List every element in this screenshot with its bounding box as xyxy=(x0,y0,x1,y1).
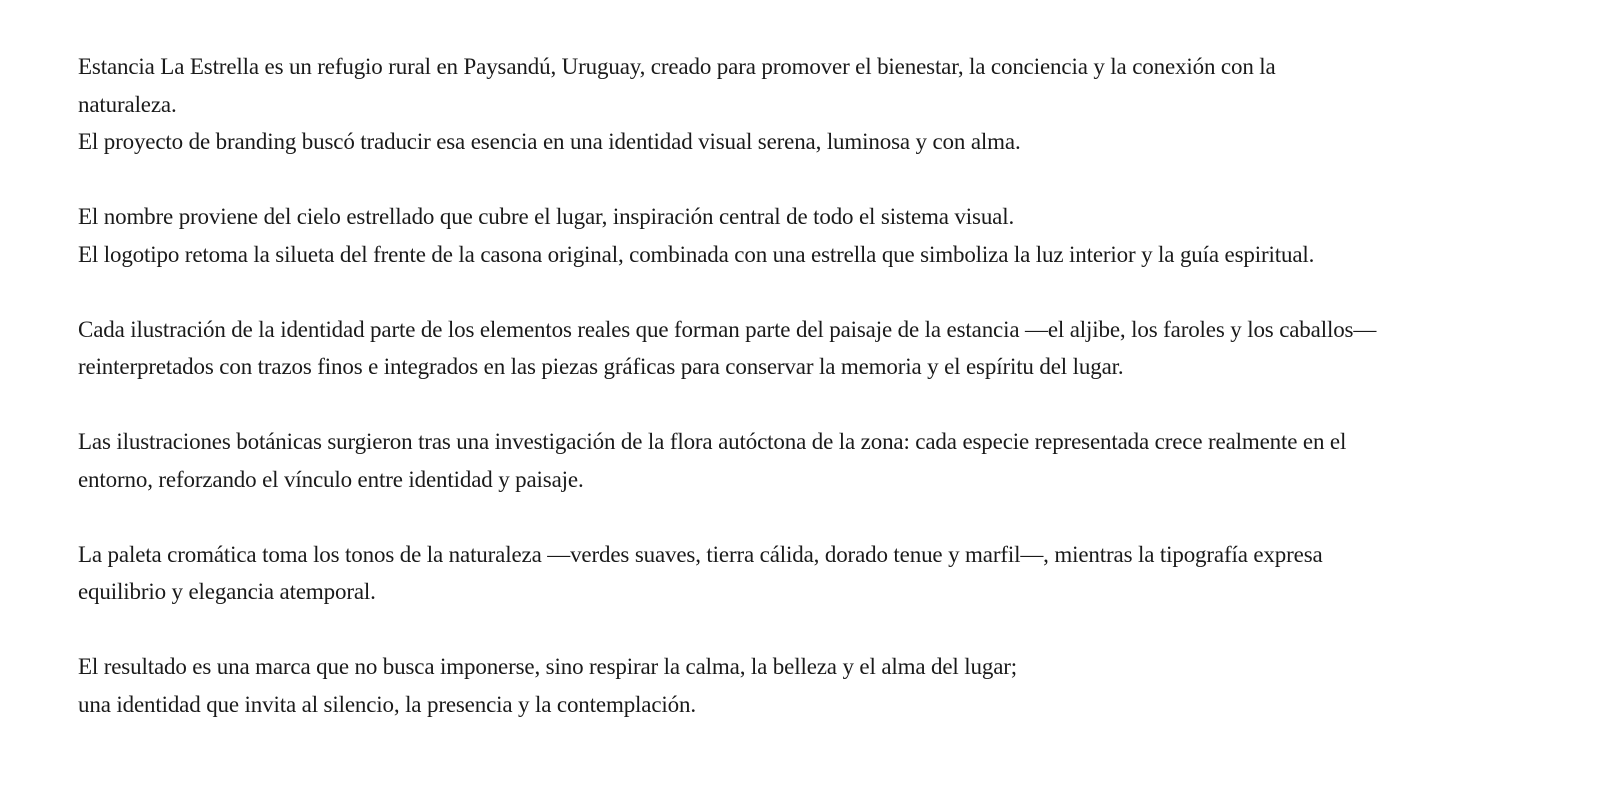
text-line: Las ilustraciones botánicas surgieron tras una investigación de la flora autóctona de la zona: cada especie representada crece realmente en el xyxy=(78,429,1347,454)
paragraph-illustrations xyxy=(78,311,1578,386)
text-line: entorno, reforzando el vínculo entre identidad y paisaje. xyxy=(78,466,584,492)
text-line: Cada ilustración de la identidad parte de los elementos reales que forman parte del paisaje de la estancia —el aljibe, los faroles y los caballos— xyxy=(78,316,1377,342)
text-line: El nombre proviene del cielo estrellado que cubre el lugar, inspiración central de todo el sistema visual. xyxy=(78,204,1015,229)
paragraph-intro xyxy=(78,48,1578,161)
paragraph-botanical xyxy=(78,423,1578,498)
article-body xyxy=(78,48,1578,723)
text-line: La paleta cromática toma los tonos de la naturaleza —verdes suaves, tierra cálida, dorado tenue y marfil—, mientras la tipografía expresa xyxy=(78,541,1323,567)
text-line: El proyecto de branding buscó traducir esa esencia en una identidad visual serena, luminosa y con alma. xyxy=(78,129,1021,154)
text-line: naturaleza. xyxy=(78,91,177,117)
text-line: una identidad que invita al silencio, la presencia y la contemplación. xyxy=(78,691,696,717)
paragraph-palette xyxy=(78,536,1578,611)
text-line: El logotipo retoma la silueta del frente de la casona original, combinada con una estrella que simboliza la luz interior y la guía espiritual. xyxy=(78,241,1315,267)
text-line: Estancia La Estrella es un refugio rural en Paysandú, Uruguay, creado para promover el bienestar, la conciencia y la conexión con la xyxy=(78,54,1276,79)
text-line: El resultado es una marca que no busca imponerse, sino respirar la calma, la belleza y el alma del lugar; xyxy=(78,654,1018,679)
text-line: reinterpretados con trazos finos e integrados en las piezas gráficas para conservar la memoria y el espíritu del lugar. xyxy=(78,354,1124,379)
paragraph-conclusion xyxy=(78,648,1578,723)
paragraph-name-logo xyxy=(78,198,1578,273)
text-line: equilibrio y elegancia atemporal. xyxy=(78,579,376,604)
